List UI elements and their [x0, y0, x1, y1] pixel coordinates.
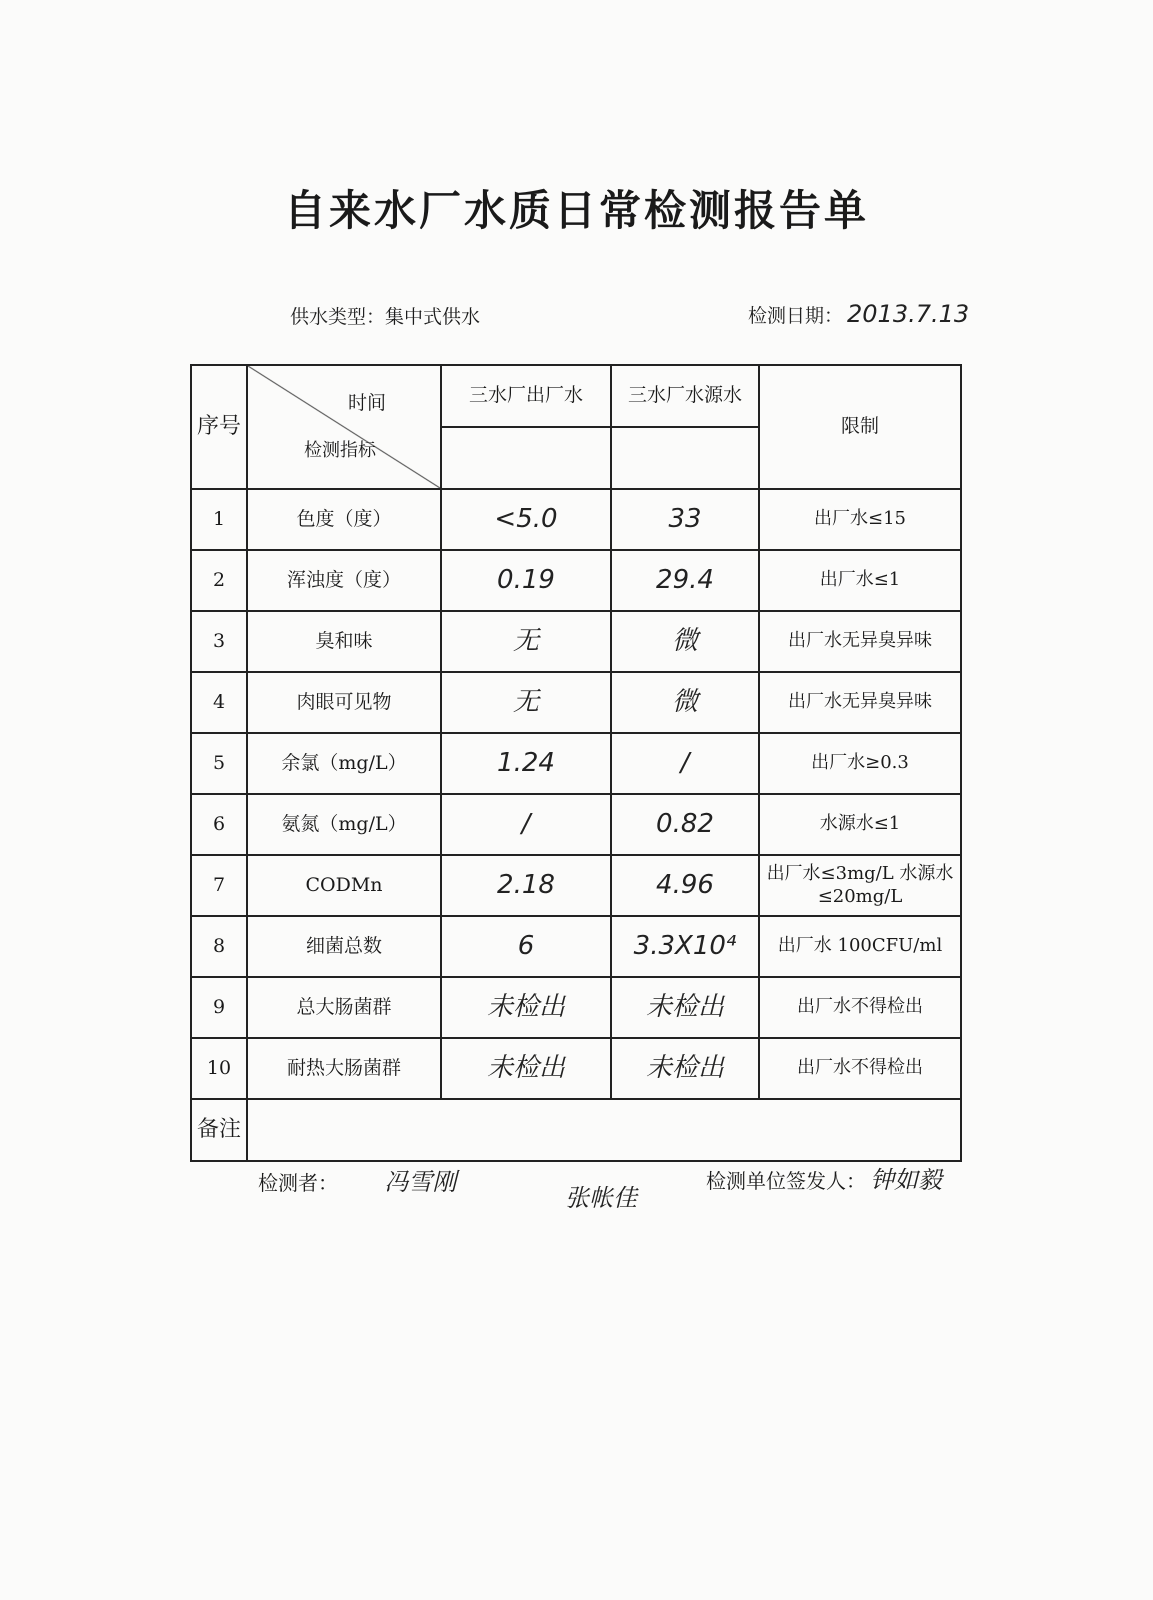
- limit-cell: 出厂水≤3mg/L 水源水≤20mg/L: [759, 855, 961, 916]
- table-row: [191, 794, 961, 855]
- time-header: 时间: [347, 392, 386, 414]
- limit-header: 限制: [759, 365, 961, 489]
- value-b-cell: 微: [611, 611, 759, 672]
- seq-cell: 1: [191, 489, 247, 550]
- value-a-cell: 未检出: [441, 977, 611, 1038]
- limit-cell: 水源水≤1: [759, 794, 961, 855]
- indicator-cell: 氨氮（mg/L）: [247, 794, 441, 855]
- indicator-cell: 细菌总数: [247, 916, 441, 977]
- value-b-cell: 微: [611, 672, 759, 733]
- col-b-header: 三水厂水源水: [611, 365, 759, 427]
- seq-cell: 9: [191, 977, 247, 1038]
- value-a-cell: 1.24: [441, 733, 611, 794]
- supply-type: [290, 302, 480, 329]
- table-row: [191, 489, 961, 550]
- seq-cell: 2: [191, 550, 247, 611]
- value-b-cell: 3.3X10⁴: [611, 916, 759, 977]
- col-a-subheader: [441, 427, 611, 489]
- issuer-signature: 钟如毅: [870, 1166, 942, 1194]
- inspector-signature-1: 冯雪刚: [384, 1168, 457, 1196]
- supply-type-label: 供水类型：: [290, 306, 386, 328]
- test-date: [748, 300, 969, 328]
- seq-cell: 5: [191, 733, 247, 794]
- indicator-cell: 色度（度）: [247, 489, 441, 550]
- value-a-cell: 无: [441, 672, 611, 733]
- indicator-cell: 总大肠菌群: [247, 977, 441, 1038]
- indicator-cell: 浑浊度（度）: [247, 550, 441, 611]
- table-row: [191, 916, 961, 977]
- remark-content: [247, 1099, 961, 1161]
- seq-header: 序号: [191, 365, 247, 489]
- indicator-cell: 肉眼可见物: [247, 672, 441, 733]
- value-b-cell: 33: [611, 489, 759, 550]
- supply-type-value: 集中式供水: [385, 306, 481, 328]
- issuer-label: 检测单位签发人：: [706, 1169, 866, 1193]
- table-row: [191, 977, 961, 1038]
- inspectors-label: 检测者：: [258, 1171, 338, 1195]
- issuer: [706, 1160, 942, 1195]
- limit-cell: 出厂水不得检出: [759, 1038, 961, 1099]
- table-row: [191, 672, 961, 733]
- table-row: [191, 1038, 961, 1099]
- value-b-cell: /: [611, 733, 759, 794]
- table-row: [191, 611, 961, 672]
- value-a-cell: 6: [441, 916, 611, 977]
- limit-cell: 出厂水≤1: [759, 550, 961, 611]
- limit-cell: 出厂水 100CFU/ml: [759, 916, 961, 977]
- diagonal-header: [247, 365, 441, 489]
- report-title: 自来水厂水质日常检测报告单: [283, 186, 869, 235]
- value-b-cell: 29.4: [611, 550, 759, 611]
- indicator-cell: CODMn: [247, 855, 441, 916]
- value-a-cell: <5.0: [441, 489, 611, 550]
- col-b-subheader: [611, 427, 759, 489]
- table-row: [191, 733, 961, 794]
- value-a-cell: 2.18: [441, 855, 611, 916]
- value-a-cell: 未检出: [441, 1038, 611, 1099]
- seq-cell: 7: [191, 855, 247, 916]
- value-b-cell: 未检出: [611, 977, 759, 1038]
- seq-cell: 4: [191, 672, 247, 733]
- table-row: [191, 855, 961, 916]
- inspectors: [258, 1162, 456, 1197]
- limit-cell: 出厂水≤15: [759, 489, 961, 550]
- indicator-cell: 耐热大肠菌群: [247, 1038, 441, 1099]
- indicator-header: 检测指标: [304, 439, 376, 461]
- seq-cell: 8: [191, 916, 247, 977]
- report-table: [190, 364, 962, 1162]
- seq-cell: 10: [191, 1038, 247, 1099]
- limit-cell: 出厂水无异臭异味: [759, 672, 961, 733]
- value-a-cell: 无: [441, 611, 611, 672]
- value-b-cell: 0.82: [611, 794, 759, 855]
- indicator-cell: 臭和味: [247, 611, 441, 672]
- test-date-label: 检测日期：: [748, 305, 844, 327]
- table-row: [191, 550, 961, 611]
- limit-cell: 出厂水不得检出: [759, 977, 961, 1038]
- remark-label: 备注: [191, 1099, 247, 1161]
- inspector-signature-2: 张帐佳: [565, 1184, 637, 1212]
- test-date-value: 2013.7.13: [847, 300, 970, 328]
- value-a-cell: /: [441, 794, 611, 855]
- value-a-cell: 0.19: [441, 550, 611, 611]
- seq-cell: 6: [191, 794, 247, 855]
- limit-cell: 出厂水≥0.3: [759, 733, 961, 794]
- value-b-cell: 4.96: [611, 855, 759, 916]
- indicator-cell: 余氯（mg/L）: [247, 733, 441, 794]
- seq-cell: 3: [191, 611, 247, 672]
- value-b-cell: 未检出: [611, 1038, 759, 1099]
- limit-cell: 出厂水无异臭异味: [759, 611, 961, 672]
- col-a-header: 三水厂出厂水: [441, 365, 611, 427]
